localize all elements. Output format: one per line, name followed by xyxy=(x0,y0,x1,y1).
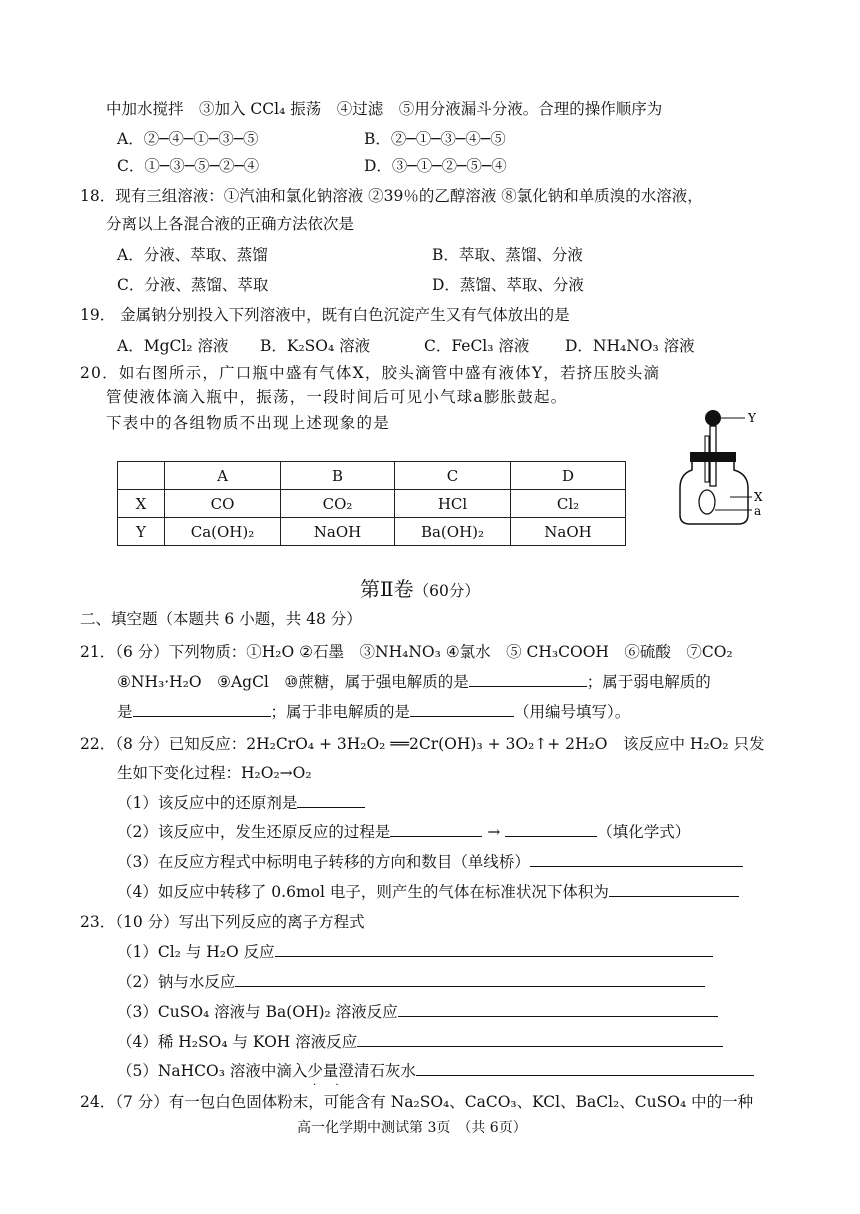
q22-sub-2 xyxy=(117,820,690,843)
q22-sub-3-label: （3）在反应方程式中标明电子转移的方向和数目（单线桥） xyxy=(117,853,530,871)
q21-blank-strong[interactable] xyxy=(469,670,587,687)
q21-text-3 xyxy=(117,700,630,723)
q23-blank-2[interactable] xyxy=(235,970,705,987)
q22-sub-3 xyxy=(117,850,743,873)
q17-option-a: A．②─④─①─③─⑤ xyxy=(117,130,259,148)
q23-sub-2 xyxy=(117,970,705,993)
q22-blank-2b[interactable] xyxy=(505,820,597,837)
q20-text-2: 管使液体滴入瓶中，振荡，一段时间后可见小气球a膨胀鼓起。 xyxy=(106,388,568,406)
part2-heading: 二、填空题（本题共 6 小题，共 48 分） xyxy=(80,610,362,628)
section-title-text: 第Ⅱ卷 xyxy=(360,577,414,601)
table-row xyxy=(118,462,626,490)
q21-text-2a: ⑧NH₃·H₂O ⑨AgCl ⑩蔗糖，属于强电解质的是 xyxy=(117,673,469,691)
q23-text: 23．（10 分）写出下列反应的离子方程式 xyxy=(80,913,365,931)
table-cell: Cl₂ xyxy=(511,490,626,518)
q19-option-b: B．K₂SO₄ 溶液 xyxy=(260,337,371,355)
q22-blank-3[interactable] xyxy=(530,850,743,867)
q22-sub-2-tail: （填化学式） xyxy=(597,823,691,841)
q21-text-1: 21．（6 分）下列物质：①H₂O ②石墨 ③NH₄NO₃ ④氯水 ⑤ CH₃COOH ⑥硫酸 ⑦CO₂ xyxy=(80,643,733,661)
q17-option-c: C．①─③─⑤─②─④ xyxy=(117,157,260,175)
table-cell: HCl xyxy=(395,490,511,518)
q18-text-1: 18．现有三组溶液：①汽油和氯化钠溶液 ②39％的乙醇溶液 ⑧氯化钠和单质溴的水溶液， xyxy=(80,187,703,205)
q24-text: 24．（7 分）有一包白色固体粉末，可能含有 Na₂SO₄、CaCO₃、KCl、BaCl₂、CuSO₄ 中的一种 xyxy=(80,1093,754,1111)
q22-sub-4 xyxy=(117,880,739,903)
q21-text-3b: ；属于非电解质的是 xyxy=(270,703,411,721)
q23-sub-2-label: （2）钠与水反应 xyxy=(117,973,236,991)
table-cell: Y xyxy=(118,518,165,546)
q18-option-a: A．分液、萃取、蒸馏 xyxy=(117,246,268,264)
q23-sub-5 xyxy=(117,1059,754,1082)
q21-text-2 xyxy=(117,670,711,693)
q23-sub-3-label: （3）CuSO₄ 溶液与 Ba(OH)₂ 溶液反应 xyxy=(117,1003,398,1021)
table-cell: X xyxy=(118,490,165,518)
q17-option-d: D．③─①─②─⑤─④ xyxy=(364,157,507,175)
table-row xyxy=(118,518,626,546)
label-a: a xyxy=(754,504,762,518)
q23-sub-3 xyxy=(117,1000,718,1023)
label-y: Y xyxy=(748,411,756,425)
q21-text-2b: ；属于弱电解质的 xyxy=(586,673,711,691)
table-cell: B xyxy=(281,462,395,490)
q21-blank-weak[interactable] xyxy=(133,700,271,717)
q18-option-d: D．蒸馏、萃取、分液 xyxy=(432,276,584,294)
label-x: X xyxy=(754,490,763,504)
rubber-stopper xyxy=(690,452,736,462)
q18-text-2: 分离以上各混合液的正确方法依次是 xyxy=(106,215,355,233)
q23-blank-4[interactable] xyxy=(357,1030,723,1047)
q23-sub-1 xyxy=(117,940,713,963)
q21-blank-non[interactable] xyxy=(410,700,514,717)
table-cell: C xyxy=(395,462,511,490)
q22-sub-1 xyxy=(117,791,365,814)
bottle-outline xyxy=(680,462,748,524)
q19-option-d: D．NH₄NO₃ 溶液 xyxy=(565,337,695,355)
q22-blank-2a[interactable] xyxy=(390,820,482,837)
q22-sub-2-label: （2）该反应中，发生还原反应的过程是 xyxy=(117,823,391,841)
q23-sub-4 xyxy=(117,1030,723,1053)
q23-blank-1[interactable] xyxy=(275,940,713,957)
table-cell: Ba(OH)₂ xyxy=(395,518,511,546)
q22-blank-1[interactable] xyxy=(297,791,365,808)
q19-text: 19． 金属钠分别投入下列溶液中，既有白色沉淀产生又有气体放出的是 xyxy=(80,306,570,324)
q21-text-3c: （用编号填写）。 xyxy=(514,703,631,721)
q20-option-table xyxy=(117,461,626,546)
page-footer: 高一化学期中测试第 3页 （共 6页） xyxy=(297,1120,527,1136)
q20-text-1: 20．如右图所示，广口瓶中盛有气体X，胶头滴管中盛有液体Y，若挤压胶头滴 xyxy=(80,364,661,382)
q23-blank-3[interactable] xyxy=(398,1000,718,1017)
q23-blank-5[interactable] xyxy=(416,1059,754,1076)
q22-sub-4-label: （4）如反应中转移了 0.6mol 电子，则产生的气体在标准状况下体积为 xyxy=(117,883,609,901)
q19-option-a: A．MgCl₂ 溶液 xyxy=(117,337,229,355)
emphasis-dots: · · xyxy=(313,1080,347,1091)
q18-option-b: B．萃取、蒸馏、分液 xyxy=(432,246,583,264)
q22-text-2: 生如下变化过程：H₂O₂→O₂ xyxy=(117,764,312,782)
q22-sub-1-label: （1）该反应中的还原剂是 xyxy=(117,794,298,812)
q17-text: 中加水搅拌 ③加入 CCl₄ 振荡 ④过滤 ⑤用分液漏斗分液。合理的操作顺序为 xyxy=(106,100,663,118)
section-title xyxy=(360,578,480,602)
table-cell: D xyxy=(511,462,626,490)
q21-text-3a: 是 xyxy=(117,703,133,721)
q22-sub-2-arrow: → xyxy=(487,823,501,841)
table-cell: NaOH xyxy=(511,518,626,546)
q19-option-c: C．FeCl₃ 溶液 xyxy=(424,337,530,355)
table-cell: NaOH xyxy=(281,518,395,546)
dropper-bulb xyxy=(705,410,721,426)
section-score: （60分） xyxy=(413,582,480,600)
q23-sub-5-label: （5）NaHCO₃ 溶液中滴入少量澄清石灰水 xyxy=(117,1062,416,1080)
balloon-a xyxy=(699,490,715,514)
q22-blank-4[interactable] xyxy=(609,880,739,897)
q18-option-c: C．分液、蒸馏、萃取 xyxy=(117,276,269,294)
table-cell: Ca(OH)₂ xyxy=(165,518,281,546)
q20-text-3: 下表中的各组物质不出现上述现象的是 xyxy=(106,414,390,432)
q17-option-b: B．②─①─③─④─⑤ xyxy=(364,130,506,148)
q22-text-1: 22．（8 分）已知反应：2H₂CrO₄ + 3H₂O₂ ══2Cr(OH)₃ + 3O₂↑+ 2H₂O 该反应中 H₂O₂ 只发 xyxy=(80,735,765,753)
q23-sub-1-label: （1）Cl₂ 与 H₂O 反应 xyxy=(117,943,275,961)
table-cell xyxy=(118,462,165,490)
table-cell: A xyxy=(165,462,281,490)
table-cell: CO₂ xyxy=(281,490,395,518)
q23-sub-4-label: （4）稀 H₂SO₄ 与 KOH 溶液反应 xyxy=(117,1033,358,1051)
table-cell: CO xyxy=(165,490,281,518)
wide-mouth-bottle-figure xyxy=(670,400,780,535)
table-row xyxy=(118,490,626,518)
